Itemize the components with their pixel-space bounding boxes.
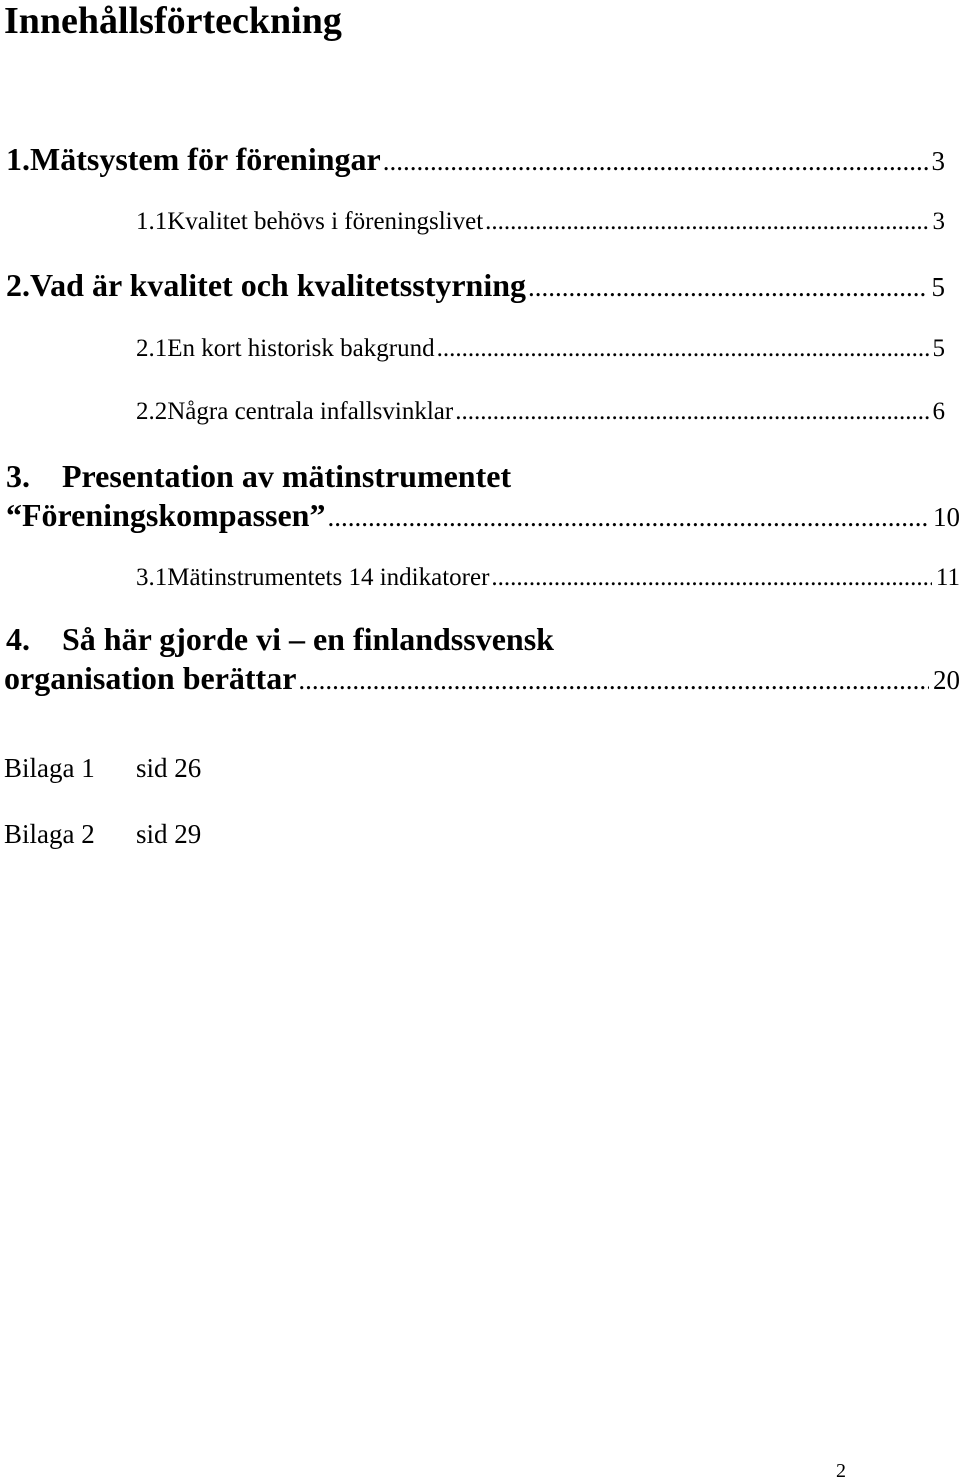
dot-leader	[491, 563, 932, 593]
dot-leader	[298, 662, 929, 698]
dot-leader	[437, 334, 929, 364]
page-title: Innehållsförteckning	[4, 0, 342, 42]
toc-entry-1-1[interactable]	[136, 207, 945, 237]
toc-entry-number: 1.	[6, 141, 30, 177]
toc-entry-3[interactable]	[6, 497, 960, 535]
toc-entry-page: 5	[932, 335, 945, 362]
toc-entry-text: Presentation av mätinstrumentet	[62, 458, 512, 494]
toc-entry-number: 2.2	[136, 398, 168, 425]
toc-entry-1[interactable]	[6, 141, 945, 179]
toc-entry-number: 3.	[6, 458, 30, 494]
toc-entry-number: 4.	[6, 621, 30, 657]
toc-entry-2[interactable]	[6, 267, 945, 305]
appendix-label: Bilaga 1	[4, 753, 95, 783]
toc-entry-4-line1[interactable]	[6, 621, 554, 657]
toc-entry-text: Några centrala infallsvinklar	[167, 398, 454, 425]
dot-leader	[455, 397, 928, 427]
toc-entry-text: Mätinstrumentets 14 indikatorer	[167, 564, 490, 591]
appendix-2[interactable]	[4, 818, 201, 850]
dot-leader	[485, 207, 928, 237]
dot-leader	[528, 269, 927, 305]
toc-entry-number: 3.1	[136, 564, 168, 591]
toc-entry-page: 3	[932, 208, 945, 235]
appendix-1[interactable]	[4, 752, 201, 784]
toc-entry-2-2[interactable]	[136, 397, 945, 427]
dot-leader	[383, 143, 928, 179]
toc-entry-2-1[interactable]	[136, 334, 945, 364]
toc-entry-number: 2.	[6, 267, 30, 303]
toc-entry-text: organisation berättar	[4, 660, 297, 696]
toc-entry-3-1[interactable]	[136, 563, 960, 593]
toc-entry-3-line1[interactable]	[6, 458, 511, 494]
toc-entry-page: 5	[931, 272, 945, 302]
dot-leader	[327, 499, 929, 535]
toc-entry-4[interactable]	[4, 660, 960, 698]
page-number: 2	[836, 1460, 846, 1482]
toc-entry-text: Vad är kvalitet och kvalitetsstyrning	[30, 267, 527, 303]
toc-entry-number: 2.1	[136, 335, 168, 362]
toc-entry-text: En kort historisk bakgrund	[167, 335, 435, 362]
toc-entry-text: Kvalitet behövs i föreningslivet	[167, 208, 484, 235]
toc-entry-number: 1.1	[136, 208, 168, 235]
toc-entry-page: 20	[933, 665, 960, 695]
toc-entry-page: 3	[931, 146, 945, 176]
toc-entry-text: “Föreningskompassen”	[6, 497, 326, 533]
toc-entry-page: 11	[935, 564, 960, 591]
toc-entry-text: Så här gjorde vi – en finlandssvensk	[62, 621, 554, 657]
appendix-page: sid 26	[136, 753, 202, 783]
toc-entry-page: 10	[933, 502, 960, 532]
appendix-page: sid 29	[136, 819, 202, 849]
toc-entry-page: 6	[932, 398, 945, 425]
toc-entry-text: Mätsystem för föreningar	[30, 141, 381, 177]
appendix-label: Bilaga 2	[4, 819, 95, 849]
